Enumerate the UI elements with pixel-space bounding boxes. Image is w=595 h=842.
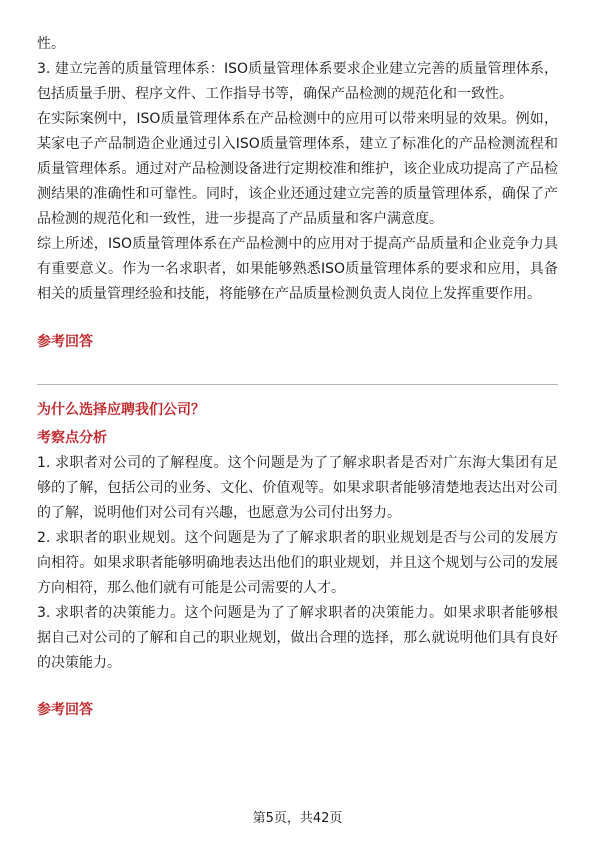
analysis-point-2: 2. 求职者的职业规划。这个问题是为了了解求职者的职业规划是否与公司的发展方向相符。如果求职者能够明确地表达出他们的职业规划，并且这个规划与公司的发展方向相符，那么他们就有可能是公司需要的人才。 (37, 530, 558, 596)
reference-answer-label-2: 参考回答 (37, 702, 93, 718)
section-divider (37, 384, 558, 385)
analysis-label: 考察点分析 (37, 430, 107, 446)
reference-answer-label: 参考回答 (37, 334, 93, 350)
paragraph-point-3: 3. 建立完善的质量管理体系：ISO质量管理体系要求企业建立完善的质量管理体系，包括质量手册、程序文件、工作指导书等，确保产品检测的规范化和一致性。 (37, 61, 558, 102)
page-number-footer: 第5页，共42页 (252, 811, 343, 826)
analysis-point-3: 3. 求职者的决策能力。这个问题是为了了解求职者的决策能力。如果求职者能够根据自己对公司的了解和自己的职业规划，做出合理的选择，那么就说明他们具有良好的决策能力。 (37, 605, 558, 671)
page-content (37, 32, 558, 723)
paragraph-summary: 综上所述，ISO质量管理体系在产品检测中的应用对于提高产品质量和企业竞争力具有重要意义。作为一名求职者，如果能够熟悉ISO质量管理体系的要求和应用，具备相关的质量管理经验和技能，将能够在产品质量检测负责人岗位上发挥重要作用。 (37, 236, 558, 302)
analysis-point-1: 1. 求职者对公司的了解程度。这个问题是为了了解求职者是否对广东海大集团有足够的了解，包括公司的业务、文化、价值观等。如果求职者能够清楚地表达出对公司的了解，说明他们对公司有兴趣，也愿意为公司付出努力。 (37, 455, 558, 521)
question-title: 为什么选择应聘我们公司？ (37, 402, 205, 418)
paragraph-case-study: 在实际案例中，ISO质量管理体系在产品检测中的应用可以带来明显的效果。例如，某家电子产品制造企业通过引入ISO质量管理体系，建立了标准化的产品检测流程和质量管理体系。通过对产品检测设备进行定期校准和维护，该企业成功提高了产品检测结果的准确性和可靠性。同时，该企业还通过建立完善的质量管理体系，确保了产品检测的规范化和一致性，进一步提高了产品质量和客户满意度。 (37, 111, 558, 227)
paragraph-continuation: 性。 (37, 36, 65, 52)
